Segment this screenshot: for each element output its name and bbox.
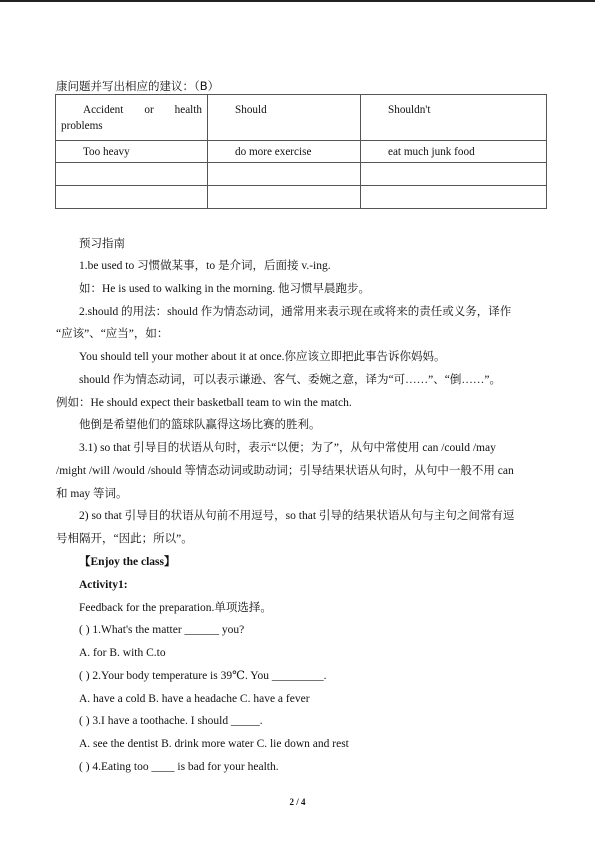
guide-line-5: You should tell your mother about it at once.你应该立即把此事告诉你妈妈。: [79, 351, 446, 363]
guide-line-8: 他倒是希望他们的篮球队赢得这场比赛的胜利。: [79, 419, 321, 431]
table-header-row: [56, 95, 547, 141]
header-word-3: health: [174, 104, 202, 116]
guide-line-6: should 作为情态动词，可以表示谦逊、客气、委婉之意，译为“可……”、“倒……”。: [79, 374, 501, 386]
guide-line-11: 和 may 等词。: [56, 488, 128, 500]
question-2: ( ) 2.Your body temperature is 39℃. You _________.: [79, 670, 327, 682]
table-cell-empty[interactable]: [361, 186, 547, 209]
question-3-options: A. see the dentist B. drink more water C. lie down and rest: [79, 738, 349, 750]
table-row-empty: [56, 163, 547, 186]
table-cell-empty[interactable]: [208, 186, 361, 209]
question-1: ( ) 1.What's the matter ______ you?: [79, 624, 245, 636]
table-cell-empty[interactable]: [56, 163, 208, 186]
table-cell-empty[interactable]: [361, 163, 547, 186]
table-cell: do more exercise: [208, 141, 361, 163]
guide-line-7: 例如：He should expect their basketball team to win the match.: [56, 397, 352, 409]
intro-line: 康问题并写出相应的建议：（B）: [56, 79, 220, 93]
header-cell-shouldnt: Shouldn't: [361, 95, 547, 141]
table-cell: Too heavy: [56, 141, 208, 163]
guide-line-9: 3.1) so that 引导目的状语从句时，表示“以便；为了”，从句中常使用 can /could /may: [79, 442, 496, 454]
table-row: [56, 141, 547, 163]
guide-line-13: 号相隔开，“因此；所以”。: [56, 533, 193, 545]
guide-line-10: /might /will /would /should 等情态动词或助动词；引导结果状语从句时，从句中一般不用 can: [56, 465, 514, 477]
activity-title: Activity1:: [79, 579, 128, 591]
table-cell-empty[interactable]: [56, 186, 208, 209]
question-1-options: A. for B. with C.to: [79, 647, 166, 659]
table-cell: eat much junk food: [361, 141, 547, 163]
question-2-options: A. have a cold B. have a headache C. have a fever: [79, 693, 310, 705]
guide-line-3: 2.should 的用法：should 作为情态动词，通常用来表示现在或将来的责任或义务，译作: [79, 306, 512, 318]
table-row-empty: [56, 186, 547, 209]
guide-title: 预习指南: [79, 236, 125, 250]
header-word-1: Accident: [83, 104, 124, 116]
guide-line-12: 2) so that 引导目的状语从句前不用逗号，so that 引导的结果状语从句与主句之间常有逗: [79, 510, 515, 522]
page-number: 2 / 4: [289, 797, 306, 807]
guide-line-4: “应该”、“应当”，如：: [56, 328, 169, 340]
header-word-4: problems: [61, 120, 103, 132]
table-cell-empty[interactable]: [208, 163, 361, 186]
header-cell-should: Should: [208, 95, 361, 141]
guide-line-2: 如：He is used to walking in the morning. 他习惯早晨跑步。: [79, 283, 370, 295]
activity-instruction: Feedback for the preparation.单项选择。: [79, 602, 272, 614]
header-word-2: or: [144, 104, 154, 116]
header-cell-problems: [56, 95, 208, 141]
question-3: ( ) 3.I have a toothache. I should _____.: [79, 715, 263, 727]
top-border: [0, 0, 595, 2]
question-4: ( ) 4.Eating too ____ is bad for your health.: [79, 761, 279, 773]
suggestion-table: [55, 94, 547, 209]
guide-line-1: 1.be used to 习惯做某事，to 是介词，后面接 v.-ing.: [79, 260, 331, 272]
section-heading: 【Enjoy the class】: [79, 556, 176, 568]
